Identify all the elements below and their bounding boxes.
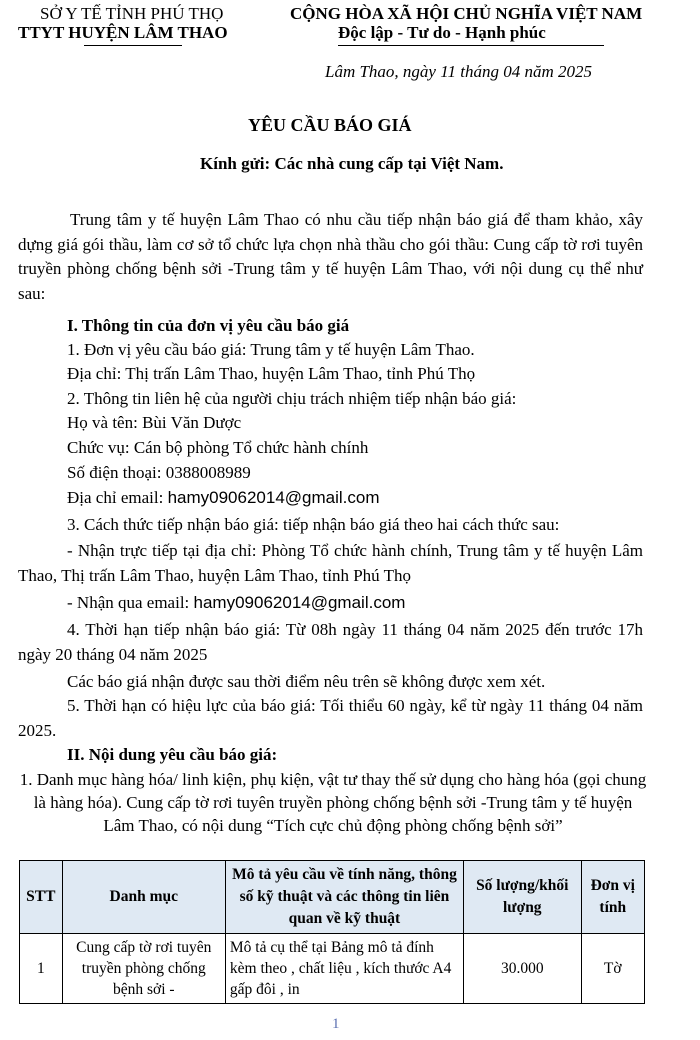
agency-parent: SỞ Y TẾ TỈNH PHÚ THỌ <box>40 4 224 23</box>
col-category: Danh mục <box>62 861 225 934</box>
row-category: Cung cấp tờ rơi tuyên truyền phòng chống bệnh sởi - <box>62 934 225 1004</box>
greeting: Kính gửi: Các nhà cung cấp tại Việt Nam. <box>200 154 504 173</box>
row-description: Mô tả cụ thể tại Bảng mô tả đính kèm theo , chất liệu , kích thước A4 gấp đôi , in <box>225 934 463 1004</box>
receipt-method-direct: - Nhận trực tiếp tại địa chỉ: Phòng Tổ chức hành chính, Trung tâm y tế huyện Lâm Thao, Thị trấn Lâm Thao, huyện Lâm Thao, tỉnh Phú Thọ <box>18 541 643 585</box>
unit-address: Địa chỉ: Thị trấn Lâm Thao, huyện Lâm Thao, tỉnh Phú Thọ <box>67 364 476 383</box>
contact-name: Họ và tên: Bùi Văn Dược <box>67 413 242 432</box>
item-table <box>19 860 645 1004</box>
section-1-heading: I. Thông tin của đơn vị yêu cầu báo giá <box>67 316 350 335</box>
contact-email-line <box>67 486 380 510</box>
national-title: CỘNG HÒA XÃ HỘI CHỦ NGHĨA VIỆT NAM <box>290 4 643 23</box>
method-email-label: - Nhận qua email: <box>67 593 194 612</box>
row-unit: Tờ <box>581 934 644 1004</box>
receipt-method-heading: 3. Cách thức tiếp nhận báo giá: tiếp nhận báo giá theo hai cách thức sau: <box>67 515 560 534</box>
table-header-row <box>20 861 645 934</box>
contact-email[interactable]: hamy09062014@gmail.com <box>167 488 380 507</box>
document-title: YÊU CẦU BÁO GIÁ <box>248 115 412 135</box>
national-motto: Độc lập - Tư do - Hạnh phúc <box>338 23 546 42</box>
late-submission-note: Các báo giá nhận được sau thời điểm nêu trên sẽ không được xem xét. <box>67 672 546 691</box>
row-quantity: 30.000 <box>464 934 582 1004</box>
col-unit: Đơn vị tính <box>581 861 644 934</box>
receipt-deadline: 4. Thời hạn tiếp nhận báo giá: Từ 08h ngày 11 tháng 04 năm 2025 đến trước 17h ngày 20 tháng 04 năm 2025 <box>18 620 643 664</box>
method-email[interactable]: hamy09062014@gmail.com <box>193 593 406 612</box>
requesting-unit: 1. Đơn vị yêu cầu báo giá: Trung tâm y tế huyện Lâm Thao. <box>67 340 475 359</box>
col-quantity: Số lượng/khối lượng <box>464 861 582 934</box>
quote-validity: 5. Thời hạn có hiệu lực của báo giá: Tối thiểu 60 ngày, kể từ ngày 11 tháng 04 năm 2025. <box>18 696 643 740</box>
section-2-heading: II. Nội dung yêu cầu báo giá: <box>67 745 278 764</box>
contact-heading: 2. Thông tin liên hệ của người chịu trách nhiệm tiếp nhận báo giá: <box>67 389 517 408</box>
motto-underline <box>338 45 604 46</box>
date-line: Lâm Thao, ngày 11 tháng 04 năm 2025 <box>325 62 592 81</box>
contact-phone: Số điện thoại: 0388008989 <box>67 463 251 482</box>
col-stt: STT <box>20 861 63 934</box>
email-label: Địa chỉ email: <box>67 488 168 507</box>
item-list-intro: 1. Danh mục hàng hóa/ linh kiện, phụ kiện, vật tư thay thế sử dụng cho hàng hóa (gọi chung là hàng hóa). Cung cấp tờ rơi tuyên truyền phòng chống bệnh sởi -Trung tâm y tế huyện Lâm Thao, có nội dung “Tích cực chủ động phòng chống bệnh sởi” <box>19 770 647 835</box>
receipt-method-email-line <box>67 591 405 615</box>
col-description: Mô tả yêu cầu về tính năng, thông số kỹ thuật và các thông tin liên quan về kỹ thuật <box>225 861 463 934</box>
row-stt: 1 <box>20 934 63 1004</box>
agency-underline <box>84 45 182 46</box>
agency-name: TTYT HUYỆN LÂM THAO <box>18 23 228 42</box>
contact-position: Chức vụ: Cán bộ phòng Tổ chức hành chính <box>67 438 369 457</box>
intro-paragraph: Trung tâm y tế huyện Lâm Thao có nhu cầu tiếp nhận báo giá để tham khảo, xây dựng giá gói thầu, làm cơ sở tổ chức lựa chọn nhà thầu cho gói thầu: Cung cấp tờ rơi tuyên truyền phòng chống bệnh sởi -Trung tâm y tế huyện Lâm Thao, với nội dung cụ thể như sau: <box>18 210 643 303</box>
table-row <box>20 934 645 1004</box>
page-number: 1 <box>332 1016 340 1032</box>
